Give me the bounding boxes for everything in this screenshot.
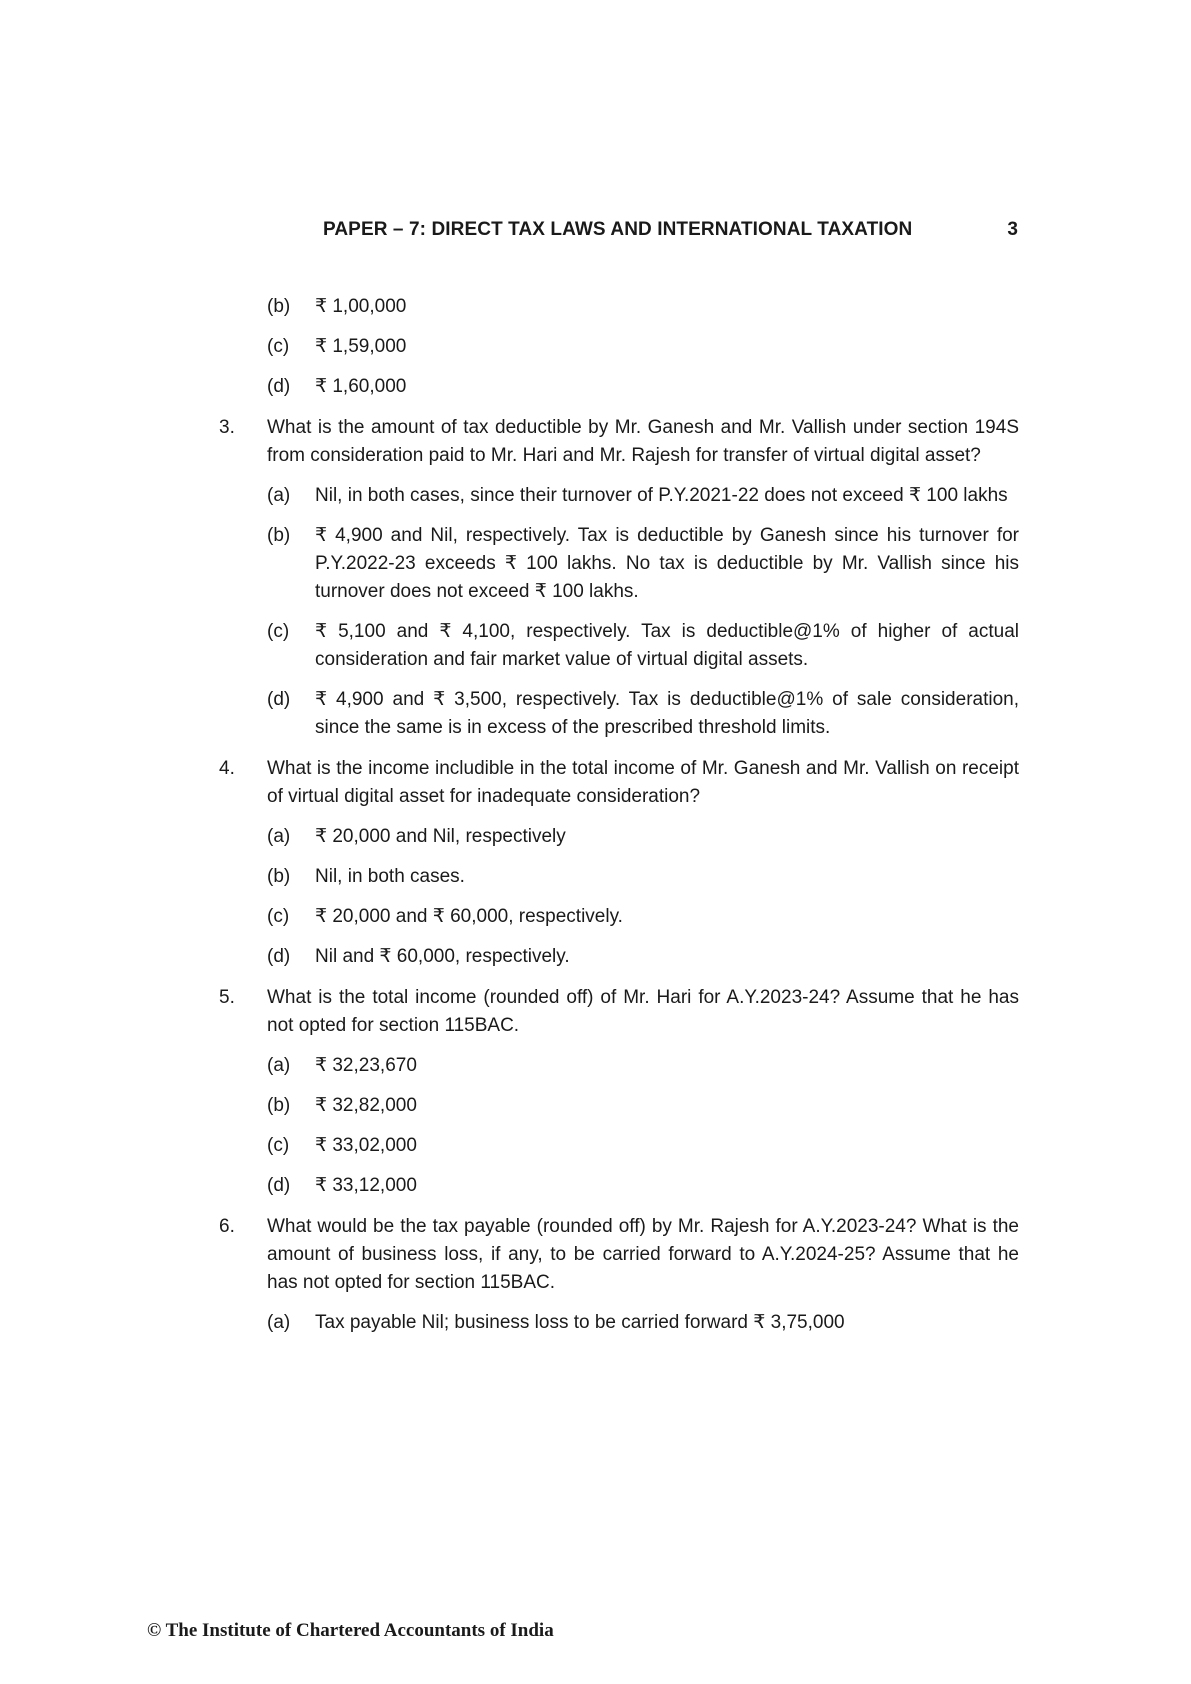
question-text: What is the total income (rounded off) of Mr. Hari for A.Y.2023-24? Assume that he has not opted for section 115BAC. — [267, 987, 1019, 1036]
question-number: 3. — [219, 417, 235, 438]
option-label: (c) — [267, 336, 290, 357]
option-text: ₹ 32,82,000 — [315, 1095, 417, 1116]
option-text: ₹ 1,00,000 — [315, 296, 407, 317]
option-item — [267, 333, 1019, 361]
option-text: Nil, in both cases, since their turnover of P.Y.2021-22 does not exceed ₹ 100 lakhs — [315, 485, 1008, 506]
paper-title: PAPER – 7: DIRECT TAX LAWS AND INTERNATIONAL TAXATION — [323, 219, 913, 240]
question-number: 6. — [219, 1216, 235, 1237]
question-5 — [219, 984, 1019, 1040]
option-label: (d) — [267, 689, 291, 710]
option-label: (c) — [267, 621, 290, 642]
option-text: ₹ 4,900 and ₹ 3,500, respectively. Tax is deductible@1% of sale consideration, since the same is in excess of the prescribed threshold limits. — [315, 689, 1019, 738]
option-text: ₹ 20,000 and Nil, respectively — [315, 826, 566, 847]
option-text: ₹ 33,12,000 — [315, 1175, 417, 1196]
option-text: ₹ 5,100 and ₹ 4,100, respectively. Tax is deductible@1% of higher of actual consideration and fair market value of virtual digital assets. — [315, 621, 1019, 670]
option-item — [267, 1172, 1019, 1200]
option-label: (a) — [267, 1312, 291, 1333]
option-label: (c) — [267, 1135, 290, 1156]
option-label: (b) — [267, 1095, 291, 1116]
copyright-footer: © The Institute of Chartered Accountants of India — [147, 1620, 554, 1641]
question-4 — [219, 755, 1019, 811]
option-text: ₹ 1,60,000 — [315, 376, 407, 397]
option-text: ₹ 4,900 and Nil, respectively. Tax is deductible by Ganesh since his turnover for P.Y.2022-23 exceeds ₹ 100 lakhs. No tax is deductible by Mr. Vallish since his turnover does not exceed ₹ 100 lakhs. — [315, 525, 1019, 602]
option-item — [267, 943, 1019, 971]
option-item — [267, 823, 1019, 851]
option-label: (c) — [267, 906, 290, 927]
option-item — [267, 1092, 1019, 1120]
option-label: (a) — [267, 826, 291, 847]
option-text: ₹ 1,59,000 — [315, 336, 407, 357]
option-item — [267, 1052, 1019, 1080]
option-label: (d) — [267, 946, 291, 967]
option-label: (a) — [267, 485, 291, 506]
option-item — [267, 1132, 1019, 1160]
option-item — [267, 618, 1019, 674]
question-text: What would be the tax payable (rounded off) by Mr. Rajesh for A.Y.2023-24? What is the amount of business loss, if any, to be carried forward to A.Y.2024-25? Assume that he has not opted for section 115BAC. — [267, 1216, 1019, 1293]
option-label: (b) — [267, 296, 291, 317]
option-item — [267, 686, 1019, 742]
option-item — [267, 1309, 1019, 1337]
option-item — [267, 522, 1019, 606]
option-label: (b) — [267, 866, 291, 887]
option-text: ₹ 20,000 and ₹ 60,000, respectively. — [315, 906, 623, 927]
option-text: ₹ 33,02,000 — [315, 1135, 417, 1156]
option-item — [267, 863, 1019, 891]
page-header — [323, 219, 1018, 245]
option-item — [267, 293, 1019, 321]
question-text: What is the income includible in the total income of Mr. Ganesh and Mr. Vallish on receipt of virtual digital asset for inadequate consideration? — [267, 758, 1019, 807]
option-text: Nil, in both cases. — [315, 866, 465, 887]
question-number: 5. — [219, 987, 235, 1008]
option-text: Tax payable Nil; business loss to be carried forward ₹ 3,75,000 — [315, 1312, 845, 1333]
option-text: Nil and ₹ 60,000, respectively. — [315, 946, 570, 967]
page-content — [219, 293, 1019, 1337]
option-item — [267, 903, 1019, 931]
option-item — [267, 482, 1019, 510]
option-label: (d) — [267, 1175, 291, 1196]
option-label: (d) — [267, 376, 291, 397]
option-text: ₹ 32,23,670 — [315, 1055, 417, 1076]
page-number: 3 — [1007, 219, 1018, 240]
option-label: (b) — [267, 525, 291, 546]
option-item — [267, 373, 1019, 401]
question-number: 4. — [219, 758, 235, 779]
question-text: What is the amount of tax deductible by Mr. Ganesh and Mr. Vallish under section 194S from consideration paid to Mr. Hari and Mr. Rajesh for transfer of virtual digital asset? — [267, 417, 1019, 466]
question-6 — [219, 1213, 1019, 1297]
option-label: (a) — [267, 1055, 291, 1076]
question-3 — [219, 414, 1019, 470]
